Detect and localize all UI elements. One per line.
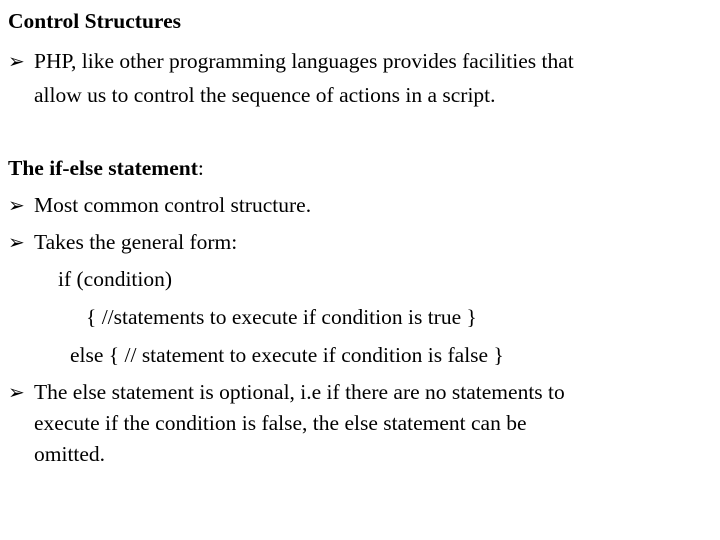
section-heading-row [8, 155, 204, 181]
arrowhead-bullet-icon: ➢ [8, 230, 25, 254]
bullet-3: Takes the general form: [34, 230, 238, 254]
bullet-4-line-2: execute if the condition is false, the else statement can be [34, 411, 527, 435]
code-line-2: { //statements to execute if condition is true } [86, 305, 477, 329]
section-heading-colon: : [197, 156, 204, 180]
bullet-1-line-2: allow us to control the sequence of actions in a script. [34, 83, 496, 107]
bullet-2: Most common control structure. [34, 193, 312, 217]
bullet-4-line-3: omitted. [34, 442, 106, 466]
slide-title: Control Structures [8, 9, 181, 33]
arrowhead-bullet-icon: ➢ [8, 49, 25, 73]
arrowhead-bullet-icon: ➢ [8, 380, 25, 404]
code-line-3: else { // statement to execute if condition is false } [70, 343, 504, 367]
bullet-4-line-1: The else statement is optional, i.e if there are no statements to [34, 380, 565, 404]
arrowhead-bullet-icon: ➢ [8, 193, 25, 217]
bullet-1-line-1: PHP, like other programming languages provides facilities that [34, 49, 574, 73]
section-heading: The if-else statement [8, 156, 198, 180]
code-line-1: if (condition) [58, 267, 173, 291]
